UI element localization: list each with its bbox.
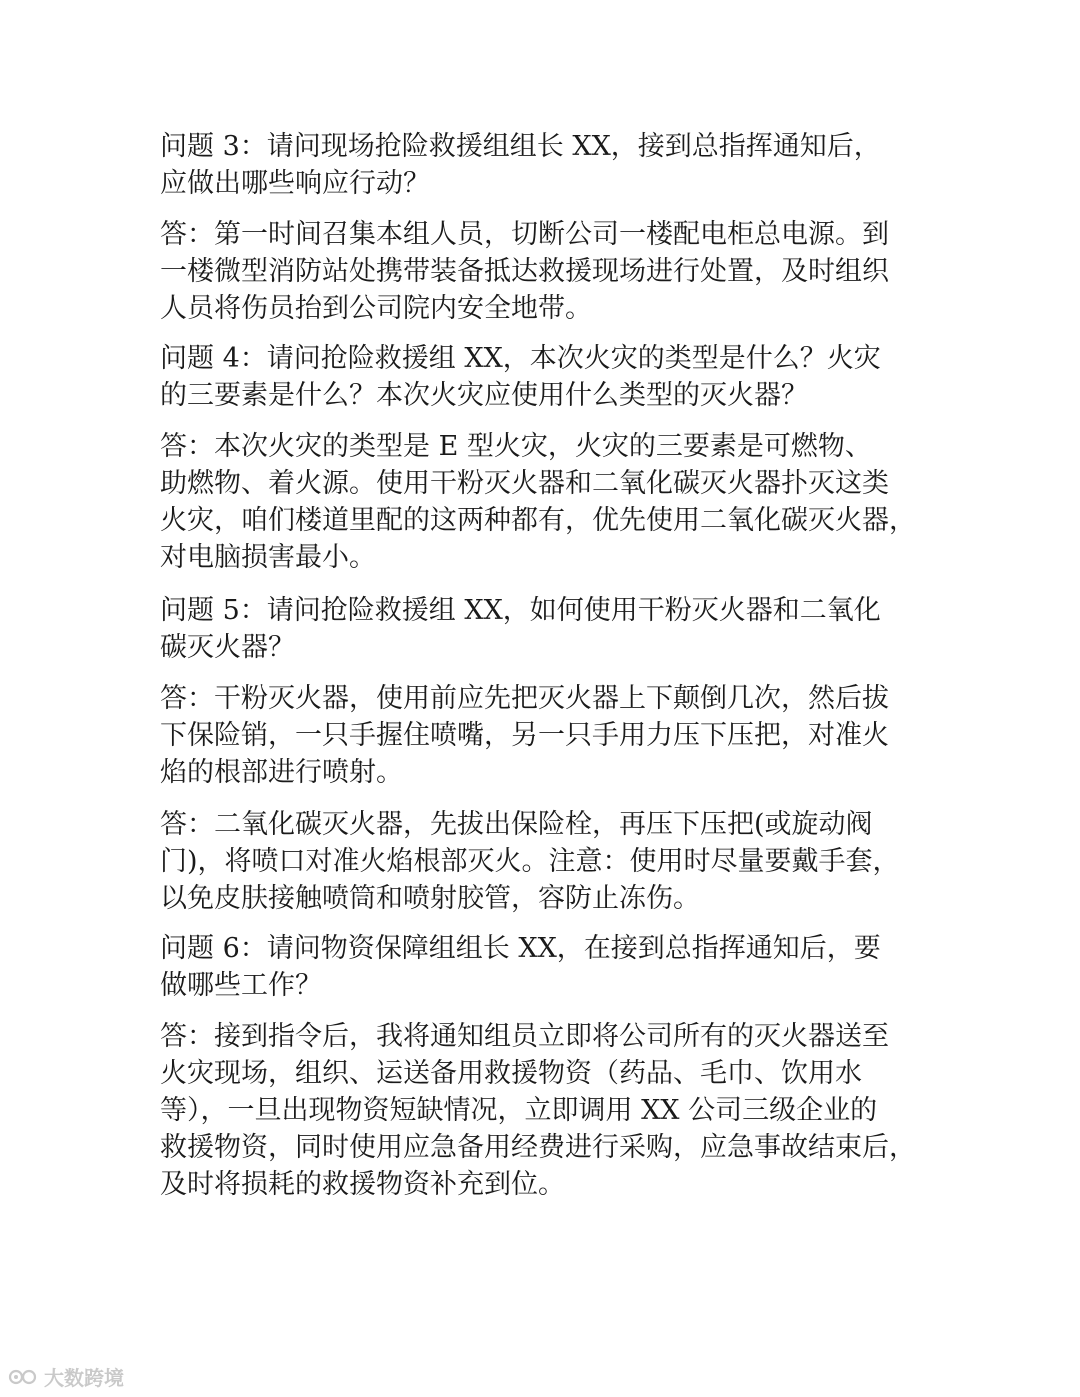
question-3	[160, 128, 960, 202]
text-line: 的三要素是什么？本次火灾应使用什么类型的灭火器？	[160, 380, 808, 411]
question-6	[160, 930, 960, 1004]
text-line: 救援物资，同时使用应急备用经费进行采购，应急事故结束后，	[160, 1132, 916, 1163]
text-line: 以免皮肤接触喷筒和喷射胶管，容防止冻伤。	[160, 883, 700, 914]
text-line: 下保险销，一只手握住喷嘴，另一只手用力压下压把，对准火	[160, 720, 889, 751]
answer-5-dry-powder	[160, 680, 960, 791]
text-line: 问题 6：请问物资保障组组长 XX，在接到总指挥通知后，要	[160, 933, 881, 964]
answer-5-co2	[160, 806, 960, 917]
question-5	[160, 592, 960, 666]
text-line: 做哪些工作？	[160, 970, 322, 1001]
watermark	[8, 1362, 124, 1391]
text-line: 答：干粉灭火器，使用前应先把灭火器上下颠倒几次，然后拔	[160, 683, 889, 714]
text-line: 问题 5：请问抢险救援组 XX，如何使用干粉灭火器和二氧化	[160, 595, 881, 626]
answer-3	[160, 216, 960, 327]
text-line: 火灾现场，组织、运送备用救援物资（药品、毛巾、饮用水	[160, 1058, 862, 1089]
question-4	[160, 340, 960, 414]
text-line: 碳灭火器？	[160, 632, 295, 663]
text-line: 及时将损耗的救援物资补充到位。	[160, 1169, 565, 1200]
text-line: 一楼微型消防站处携带装备抵达救援现场进行处置，及时组织	[160, 256, 889, 287]
text-line: 焰的根部进行喷射。	[160, 757, 403, 788]
watermark-text: 大数跨境	[44, 1366, 124, 1390]
text-line: 门)，将喷口对准火焰根部灭火。注意：使用时尽量要戴手套，	[160, 846, 900, 877]
brand-logo-icon	[8, 1367, 38, 1387]
text-line: 答：第一时间召集本组人员，切断公司一楼配电柜总电源。到	[160, 219, 889, 250]
text-line: 答：接到指令后，我将通知组员立即将公司所有的灭火器送至	[160, 1021, 889, 1052]
text-line: 火灾，咱们楼道里配的这两种都有，优先使用二氧化碳灭火器，	[160, 505, 916, 536]
text-line: 等），一旦出现物资短缺情况，立即调用 XX 公司三级企业的	[160, 1095, 878, 1126]
text-line: 答：本次火灾的类型是 E 型火灾，火灾的三要素是可燃物、	[160, 431, 872, 462]
text-line: 应做出哪些响应行动？	[160, 168, 430, 199]
answer-4	[160, 428, 960, 576]
text-line: 问题 4：请问抢险救援组 XX，本次火灾的类型是什么？火灾	[160, 343, 881, 374]
text-line: 人员将伤员抬到公司院内安全地带。	[160, 293, 592, 324]
answer-6	[160, 1018, 960, 1203]
text-line: 答：二氧化碳灭火器，先拔出保险栓，再压下压把(或旋动阀	[160, 809, 873, 840]
text-line: 问题 3：请问现场抢险救援组组长 XX，接到总指挥通知后，	[160, 131, 881, 162]
text-line: 助燃物、着火源。使用干粉灭火器和二氧化碳灭火器扑灭这类	[160, 468, 889, 499]
text-line: 对电脑损害最小。	[160, 542, 376, 573]
